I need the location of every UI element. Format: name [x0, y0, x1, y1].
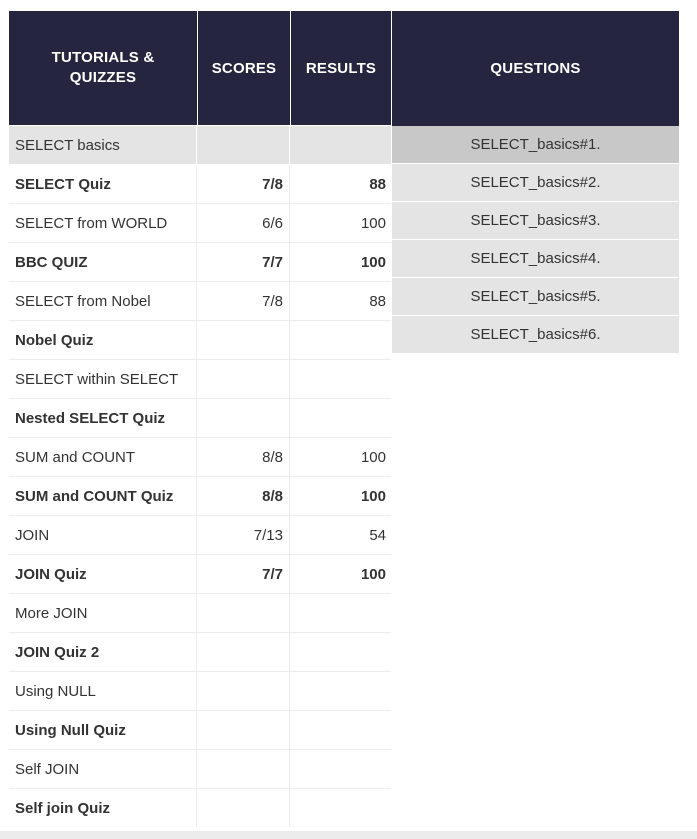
- result-cell: 88: [369, 175, 386, 193]
- bottom-divider: [0, 831, 697, 839]
- result-cell: [290, 321, 391, 359]
- result-cell: 100: [360, 565, 386, 583]
- result-cell: [290, 399, 391, 437]
- tutorial-name[interactable]: SELECT within SELECT: [9, 360, 197, 398]
- tutorial-name[interactable]: Nested SELECT Quiz: [9, 399, 197, 437]
- score-cell: 7/8: [197, 165, 290, 203]
- table-row[interactable]: [9, 399, 391, 438]
- tutorial-name[interactable]: JOIN Quiz: [9, 555, 197, 593]
- table-row[interactable]: [9, 750, 391, 789]
- result-cell: [290, 594, 391, 632]
- tutorial-name[interactable]: Nobel Quiz: [9, 321, 197, 359]
- score-cell: 7/7: [197, 243, 290, 281]
- score-cell: 7/13: [197, 516, 290, 554]
- result-cell: 88: [369, 292, 386, 310]
- result-cell: 54: [369, 526, 386, 544]
- tutorial-name[interactable]: Self JOIN: [9, 750, 197, 788]
- table-row[interactable]: [9, 789, 391, 827]
- tutorial-name[interactable]: SELECT from Nobel: [9, 282, 197, 320]
- score-cell: 8/8: [197, 477, 290, 515]
- tutorial-name[interactable]: BBC QUIZ: [9, 243, 197, 281]
- question-link[interactable]: SELECT_basics#3.: [392, 202, 679, 239]
- table-row[interactable]: [9, 321, 391, 360]
- result-cell: 100: [360, 487, 386, 505]
- table-row[interactable]: [9, 672, 391, 711]
- result-cell: [290, 633, 391, 671]
- score-cell: 7/8: [197, 282, 290, 320]
- table-row[interactable]: [9, 165, 391, 204]
- score-cell: [197, 399, 290, 437]
- table-row[interactable]: [9, 633, 391, 672]
- tutorial-name[interactable]: JOIN: [9, 516, 197, 554]
- result-cell: [290, 711, 391, 749]
- table-row[interactable]: [9, 360, 391, 399]
- table-row[interactable]: [9, 438, 391, 477]
- score-cell: [197, 360, 290, 398]
- tutorials-table: [9, 126, 391, 827]
- tutorial-name[interactable]: SELECT Quiz: [9, 165, 197, 203]
- tutorial-name[interactable]: Self join Quiz: [9, 789, 197, 827]
- tutorial-name[interactable]: SELECT basics: [9, 126, 197, 164]
- table-row[interactable]: [9, 126, 391, 165]
- table-row[interactable]: [9, 243, 391, 282]
- score-cell: [197, 126, 290, 164]
- result-cell: 100: [360, 214, 386, 232]
- score-cell: [197, 789, 290, 827]
- tutorial-name[interactable]: Using NULL: [9, 672, 197, 710]
- question-link[interactable]: SELECT_basics#1.: [392, 126, 679, 163]
- score-cell: 7/7: [197, 555, 290, 593]
- question-link[interactable]: SELECT_basics#4.: [392, 240, 679, 277]
- header-scores: SCORES: [198, 11, 290, 125]
- result-cell: 100: [360, 253, 386, 271]
- question-link[interactable]: SELECT_basics#6.: [392, 316, 679, 353]
- tutorial-name[interactable]: SUM and COUNT: [9, 438, 197, 476]
- tutorial-name[interactable]: SUM and COUNT Quiz: [9, 477, 197, 515]
- table-row[interactable]: [9, 516, 391, 555]
- result-cell: [290, 126, 391, 164]
- questions-list: [392, 126, 679, 354]
- question-link[interactable]: SELECT_basics#2.: [392, 164, 679, 201]
- score-cell: [197, 672, 290, 710]
- tutorial-name[interactable]: SELECT from WORLD: [9, 204, 197, 242]
- tutorial-name[interactable]: Using Null Quiz: [9, 711, 197, 749]
- header-results: RESULTS: [291, 11, 391, 125]
- table-row[interactable]: [9, 282, 391, 321]
- table-row[interactable]: [9, 204, 391, 243]
- score-cell: [197, 711, 290, 749]
- score-cell: [197, 594, 290, 632]
- result-cell: [290, 750, 391, 788]
- tutorial-name[interactable]: More JOIN: [9, 594, 197, 632]
- score-cell: 8/8: [197, 438, 290, 476]
- table-row[interactable]: [9, 594, 391, 633]
- score-cell: [197, 321, 290, 359]
- result-cell: [290, 672, 391, 710]
- table-row[interactable]: [9, 555, 391, 594]
- header-questions: QUESTIONS: [392, 11, 679, 126]
- result-cell: [290, 360, 391, 398]
- table-row[interactable]: [9, 711, 391, 750]
- question-link[interactable]: SELECT_basics#5.: [392, 278, 679, 315]
- score-cell: [197, 750, 290, 788]
- header-tutorials-quizzes: TUTORIALS & QUIZZES: [9, 11, 197, 125]
- result-cell: 100: [360, 448, 386, 466]
- score-cell: 6/6: [197, 204, 290, 242]
- table-row[interactable]: [9, 477, 391, 516]
- tutorial-name[interactable]: JOIN Quiz 2: [9, 633, 197, 671]
- result-cell: [290, 789, 391, 827]
- score-cell: [197, 633, 290, 671]
